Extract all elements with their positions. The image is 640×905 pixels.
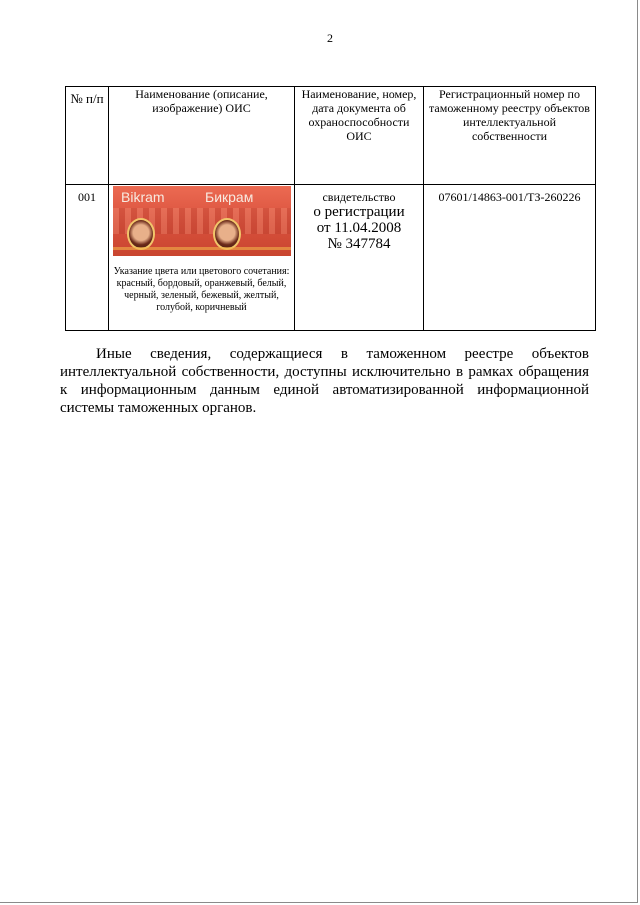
logo-text-latin: Bikram (121, 189, 165, 205)
portrait-icon (127, 218, 155, 250)
doc-date: от 11.04.2008 (316, 220, 402, 236)
other-info-paragraph: Иные сведения, содержащиеся в таможенном реестре объектов интеллектуальной собственности, доступны исключительно в рамках обращения к информационным данным единой автоматизированной информационной системы таможенных органов. (60, 346, 589, 416)
doc-registration: о регистрации (313, 204, 405, 220)
logo-ribbon (113, 247, 291, 250)
header-name: Наименование (описание, изображение) ОИС (109, 87, 295, 185)
portrait-icon (213, 218, 241, 250)
logo-text-cyrillic: Бикрам (205, 189, 254, 205)
trademark-cell (109, 185, 295, 331)
header-registration-number: Регистрационный номер по таможенному реестру объектов интеллектуальной собственности (424, 87, 596, 185)
trademark-logo-image (113, 186, 291, 256)
doc-number: № 347784 (327, 236, 391, 252)
page-number: 2 (327, 31, 333, 45)
registration-number: 07601/14863-001/ТЗ-260226 (424, 185, 596, 331)
row-number: 001 (66, 185, 109, 331)
header-number: № п/п (66, 87, 109, 185)
header-document: Наименование, номер, дата документа об охраноспособности ОИС (295, 87, 424, 185)
table-row (66, 185, 596, 331)
document-cell (295, 185, 424, 331)
color-note: Указание цвета или цветового сочетания: красный, бордовый, оранжевый, белый, черный, зеленый, бежевый, желтый, голубой, коричневый (113, 266, 290, 313)
table-header-row (66, 87, 596, 185)
doc-type: свидетельство (322, 190, 396, 204)
register-table (65, 86, 596, 331)
